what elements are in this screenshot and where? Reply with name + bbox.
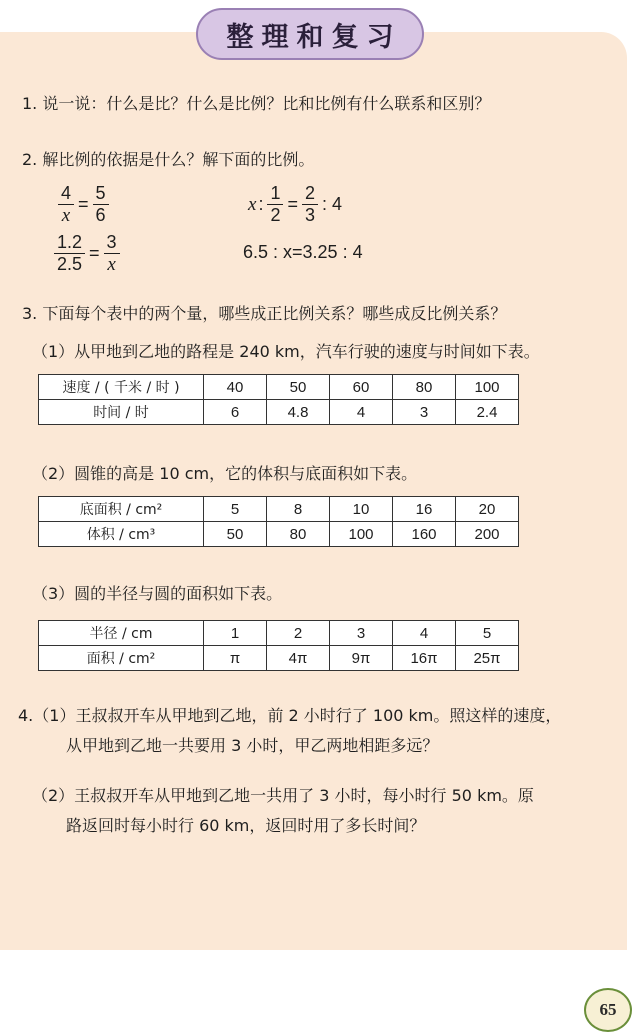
table-row — [39, 375, 519, 400]
equation-4: 6.5 : x=3.25 : 4 — [243, 242, 363, 262]
table-cell: 9π — [330, 646, 393, 671]
table-cell: 25π — [456, 646, 519, 671]
table-row — [39, 621, 519, 646]
table-cell: 100 — [456, 375, 519, 400]
table-cell: 16 — [393, 497, 456, 522]
row-header: 底面积 / cm² — [39, 497, 204, 522]
speed-time-table — [38, 374, 519, 425]
table-cell: 80 — [267, 522, 330, 547]
numerator: 1.2 — [54, 232, 85, 254]
table-cell: 20 — [456, 497, 519, 522]
question-4-2-line-2: 路返回时每小时行 60 km，返回时用了多长时间？ — [66, 816, 426, 835]
table-cell: 16π — [393, 646, 456, 671]
row-header: 半径 / cm — [39, 621, 204, 646]
table-cell: 2.4 — [456, 400, 519, 425]
question-3-3: （3）圆的半径与圆的面积如下表。 — [32, 584, 283, 603]
numerator: 2 — [302, 183, 318, 205]
row-header: 时间 / 时 — [39, 400, 204, 425]
fraction — [93, 183, 109, 226]
table-cell: 60 — [330, 375, 393, 400]
table-row — [39, 646, 519, 671]
cone-volume-table — [38, 496, 519, 547]
table-cell: 5 — [456, 621, 519, 646]
numerator: 4 — [58, 183, 74, 205]
page-number-badge — [584, 988, 632, 1032]
fraction — [267, 183, 283, 226]
denominator: 2.5 — [57, 254, 83, 274]
table-cell: 3 — [330, 621, 393, 646]
equals-sign: = — [287, 194, 298, 214]
table-cell: 10 — [330, 497, 393, 522]
question-1: 1. 说一说：什么是比？什么是比例？比和比例有什么联系和区别？ — [22, 94, 491, 113]
equation-2 — [248, 183, 344, 226]
table-cell: 6 — [204, 400, 267, 425]
circle-area-table — [38, 620, 519, 671]
fraction — [104, 232, 120, 275]
question-4-1-line-2: 从甲地到乙地一共要用 3 小时，甲乙两地相距多远？ — [66, 736, 439, 755]
table-row — [39, 522, 519, 547]
row-header: 体积 / cm³ — [39, 522, 204, 547]
table-cell: 3 — [393, 400, 456, 425]
table-cell: 100 — [330, 522, 393, 547]
table-cell: 5 — [204, 497, 267, 522]
page-number: 65 — [599, 1000, 617, 1019]
table-cell: 2 — [267, 621, 330, 646]
question-3-2: （2）圆锥的高是 10 cm，它的体积与底面积如下表。 — [32, 464, 418, 483]
table-cell: 4π — [267, 646, 330, 671]
table-cell: 8 — [267, 497, 330, 522]
denominator: x — [61, 205, 71, 226]
page-title: 整理和复习 — [226, 21, 402, 53]
table-cell: 4 — [330, 400, 393, 425]
table-cell: 200 — [456, 522, 519, 547]
denominator: 3 — [304, 205, 315, 225]
numerator: 1 — [267, 183, 283, 205]
table-row — [39, 400, 519, 425]
table-cell: 4.8 — [267, 400, 330, 425]
title-banner — [196, 8, 424, 60]
table-cell: 160 — [393, 522, 456, 547]
question-3-1: （1）从甲地到乙地的路程是 240 km，汽车行驶的速度与时间如下表。 — [32, 342, 540, 361]
variable: x — [248, 193, 257, 215]
row-header: 面积 / cm² — [39, 646, 204, 671]
question-3: 3. 下面每个表中的两个量，哪些成正比例关系？哪些成反比例关系？ — [22, 304, 507, 323]
question-2: 2. 解比例的依据是什么？解下面的比例。 — [22, 150, 315, 169]
equation-3: $\frac{1.2}{2.5}$ = $\frac{3}{x}$ — [52, 232, 122, 275]
denominator: 6 — [95, 205, 106, 225]
ratio-tail: : 4 — [322, 194, 343, 214]
equation-1: $\frac{4}{x}$ = $\frac{5}{6}$ — [56, 183, 111, 226]
table-cell: 1 — [204, 621, 267, 646]
table-cell: π — [204, 646, 267, 671]
numerator: 3 — [104, 232, 120, 254]
denominator: 2 — [270, 205, 281, 225]
denominator: x — [107, 254, 116, 275]
numerator: 5 — [93, 183, 109, 205]
question-4-1-line-1: 4.（1）王叔叔开车从甲地到乙地，前 2 小时行了 100 km。照这样的速度， — [18, 706, 562, 725]
table-row — [39, 497, 519, 522]
row-header: 速度 / ( 千米 / 时 ) — [39, 375, 204, 400]
table-cell: 40 — [204, 375, 267, 400]
fraction — [58, 183, 74, 226]
table-cell: 80 — [393, 375, 456, 400]
table-cell: 50 — [204, 522, 267, 547]
colon: : — [258, 194, 264, 214]
fraction — [54, 232, 85, 275]
question-4-2-line-1: （2）王叔叔开车从甲地到乙地一共用了 3 小时，每小时行 50 km。原 — [32, 786, 534, 805]
table-cell: 4 — [393, 621, 456, 646]
fraction — [302, 183, 318, 226]
table-cell: 50 — [267, 375, 330, 400]
